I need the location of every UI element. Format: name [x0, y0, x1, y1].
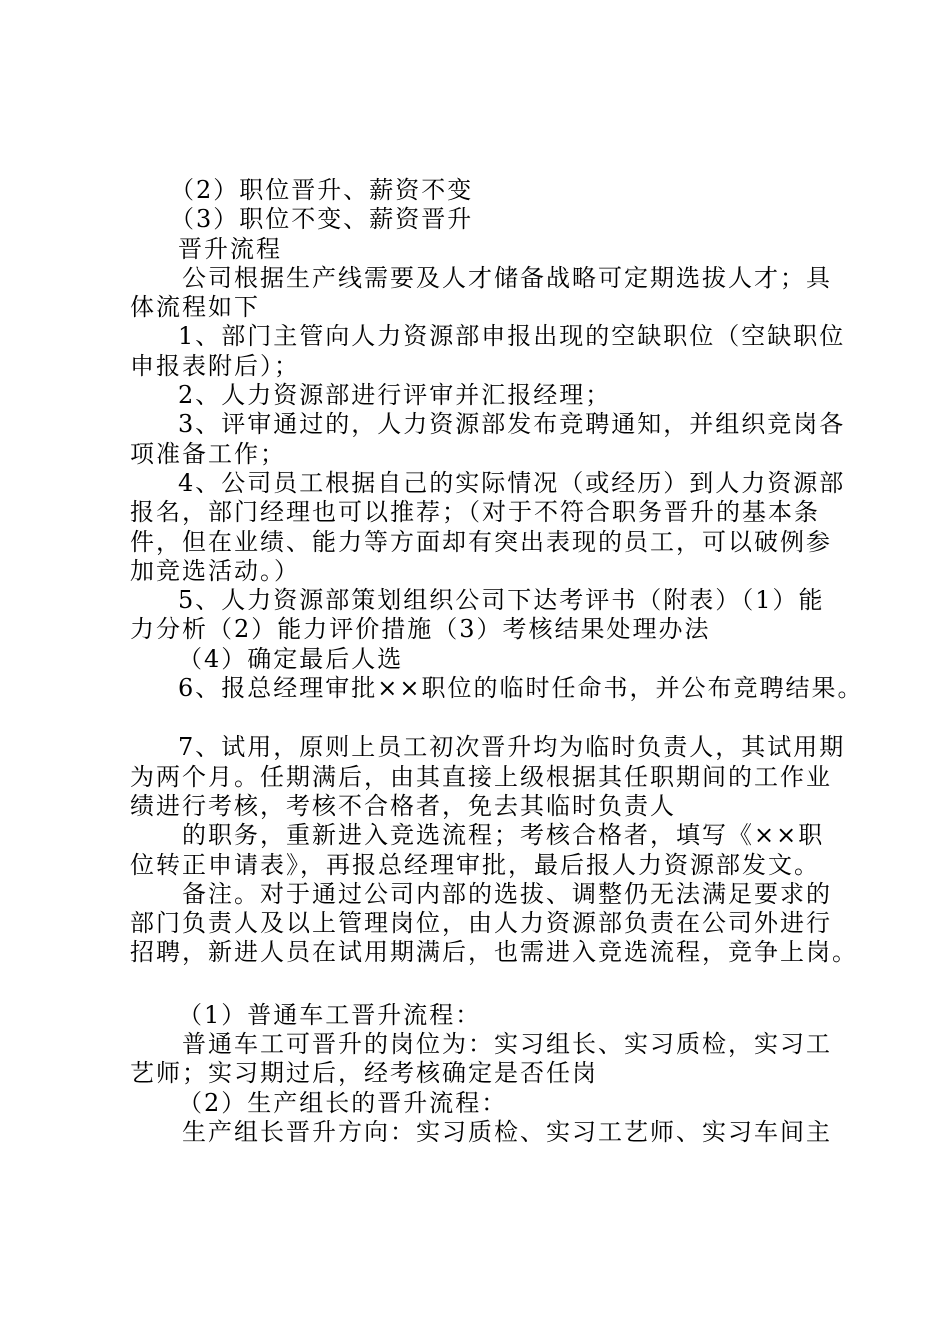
paragraph-line: （3）职位不变、薪资晋升 — [170, 205, 474, 234]
paragraph-line: （2）职位晋升、薪资不变 — [170, 176, 474, 204]
paragraph-line: 7、试用，原则上员工初次晋升均为临时负责人，其试用期 — [178, 733, 846, 762]
paragraph-line: 部门负责人及以上管理岗位，由人力资源部负责在公司外进行 — [130, 909, 832, 938]
blank-line — [130, 703, 842, 733]
paragraph-line: 为两个月。任期满后，由其直接上级根据其任职期间的工作业 — [130, 762, 832, 791]
paragraph-line: 位转正申请表》，再报总经理审批，最后报人力资源部发文。 — [130, 850, 820, 879]
section-heading: （1）普通车工晋升流程： — [178, 1000, 482, 1029]
paragraph-line: 6、报总经理审批××职位的临时任命书，并公布竞聘结果。 — [178, 674, 864, 703]
paragraph-line: 艺师；实习期过后，经考核确定是否任岗 — [130, 1059, 598, 1088]
paragraph-line: 力分析（2）能力评价措施（3）考核结果处理办法 — [130, 615, 711, 644]
paragraph-line: 项准备工作； — [130, 439, 286, 468]
paragraph-line: 4、公司员工根据自己的实际情况（或经历）到人力资源部 — [178, 468, 846, 497]
paragraph-line: （4）确定最后人选 — [178, 644, 404, 673]
paragraph-line: 普通车工可晋升的岗位为：实习组长、实习质检，实习工 — [182, 1030, 832, 1059]
document-body — [130, 176, 864, 1147]
blank-line — [130, 968, 842, 1001]
paragraph-line: 生产组长晋升方向：实习质检、实习工艺师、实习车间主 — [182, 1117, 832, 1146]
paragraph-line: 加竞选活动。） — [130, 556, 300, 585]
paragraph-line: 招聘，新进人员在试用期满后，也需进入竞选流程，竞争上岗。 — [130, 938, 858, 967]
paragraph-line: 3、评审通过的，人力资源部发布竞聘通知，并组织竞岗各 — [178, 410, 846, 439]
paragraph-line: 件，但在业绩、能力等方面却有突出表现的员工，可以破例参 — [130, 527, 832, 556]
section-heading: 晋升流程 — [178, 234, 282, 263]
section-heading: （2）生产组长的晋升流程： — [178, 1088, 508, 1117]
paragraph-line: 的职务，重新进入竞选流程；考核合格者，填写《××职 — [182, 821, 825, 850]
paragraph-line: 申报表附后）； — [130, 351, 300, 380]
paragraph-line: 体流程如下 — [130, 293, 260, 322]
paragraph-line: 5、人力资源部策划组织公司下达考评书（附表）（1）能 — [178, 586, 825, 615]
paragraph-line: 1、部门主管向人力资源部申报出现的空缺职位（空缺职位 — [178, 322, 846, 351]
paragraph-line: 备注。对于通过公司内部的选拔、调整仍无法满足要求的 — [182, 879, 832, 908]
paragraph-line: 报名，部门经理也可以推荐；（对于不符合职务晋升的基本条 — [130, 498, 820, 527]
paragraph-line: 公司根据生产线需要及人才储备战略可定期选拔人才；具 — [182, 263, 832, 292]
paragraph-line: 2、人力资源部进行评审并汇报经理； — [178, 381, 612, 410]
paragraph-line: 绩进行考核，考核不合格者，免去其临时负责人 — [130, 791, 676, 820]
